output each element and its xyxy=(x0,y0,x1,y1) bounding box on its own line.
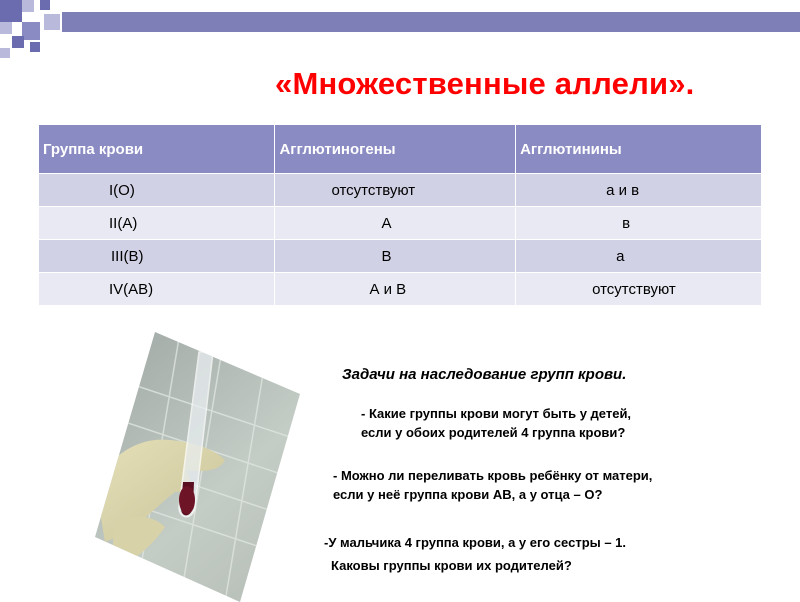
cell-agglutinogen: А xyxy=(381,215,392,232)
cell-group: III(B) xyxy=(111,248,144,265)
task-3-cont xyxy=(331,556,572,575)
table-row xyxy=(39,207,762,240)
cell-group: IV(AB) xyxy=(109,281,154,298)
task-1-line-2: если у обоих родителей 4 группа крови? xyxy=(361,425,626,440)
cell-agglutinogen: В xyxy=(381,248,392,265)
task-2-line-1: - Можно ли переливать кровь ребёнку от матери, xyxy=(333,468,653,483)
table-row xyxy=(39,240,762,273)
cell-agglutinin: отсутствуют xyxy=(592,281,676,298)
top-band xyxy=(62,12,800,32)
task-1-line-1: - Какие группы крови могут быть у детей, xyxy=(361,406,632,421)
table-header-row xyxy=(39,125,762,174)
task-2-line-2: если у неё группа крови АВ, а у отца – О? xyxy=(333,487,603,502)
task-3-line-1: -У мальчика 4 группа крови, а у его сестры – 1. xyxy=(324,535,627,550)
header-agglutinogens: Агглютиногены xyxy=(275,125,516,174)
cell-group: II(A) xyxy=(109,215,138,232)
cell-agglutinogen: отсутствуют xyxy=(331,182,416,199)
slide-title: «Множественные аллели». xyxy=(275,66,695,101)
cell-agglutinin: а xyxy=(616,248,625,265)
tasks-heading: Задачи на наследование групп крови. xyxy=(342,366,627,383)
header-blood-group: Группа крови xyxy=(39,125,275,174)
table-row xyxy=(39,174,762,207)
cell-group: I(O) xyxy=(109,182,135,199)
table-row xyxy=(39,273,762,306)
task-3 xyxy=(324,533,626,552)
blood-group-table xyxy=(38,124,762,306)
task-2 xyxy=(333,466,652,504)
cell-agglutinin: в xyxy=(622,215,631,232)
cell-agglutinin: а и в xyxy=(606,182,640,199)
task-3-line-2: Каковы группы крови их родителей? xyxy=(331,558,572,573)
task-1 xyxy=(361,404,631,442)
cell-agglutinogen: А и В xyxy=(369,281,407,298)
header-agglutinins: Агглютинины xyxy=(516,125,762,174)
